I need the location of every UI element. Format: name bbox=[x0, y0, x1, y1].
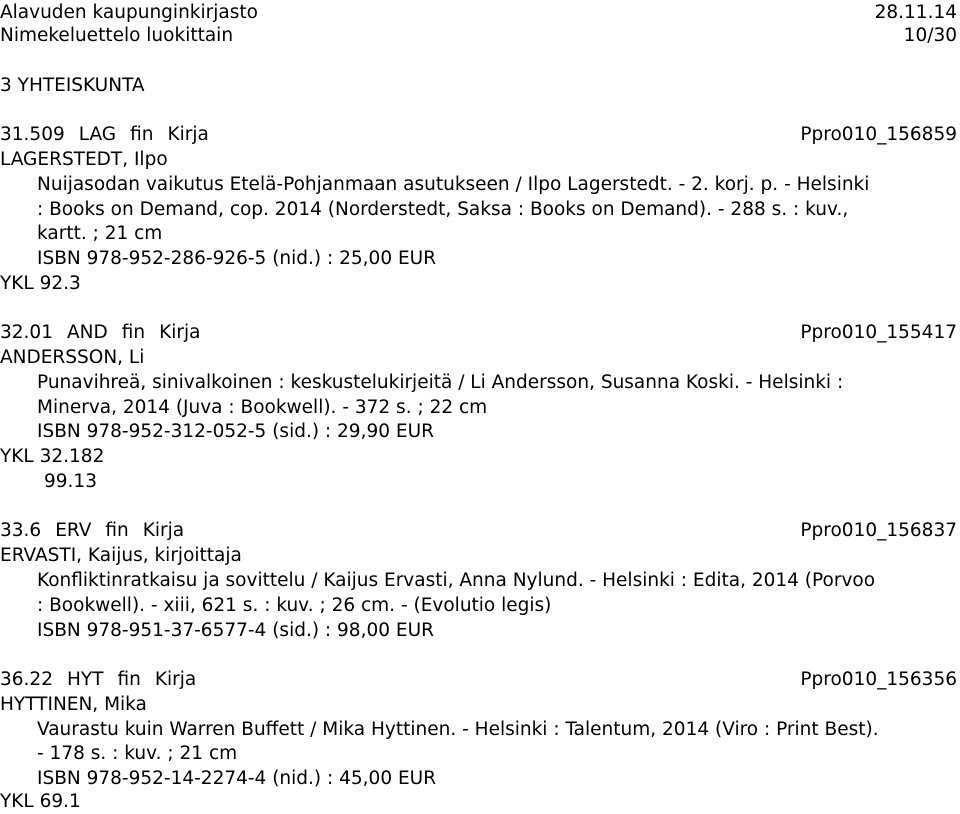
record-author: ERVASTI, Kaijus, kirjoittaja bbox=[0, 545, 242, 566]
record-type: Kirja bbox=[142, 520, 185, 541]
record-description-line: Konfliktinratkaisu ja sovittelu / Kaijus Ervasti, Anna Nylund. - Helsinki : Edita, 2014 (Porvoo bbox=[37, 570, 876, 591]
record-heading bbox=[0, 122, 960, 147]
record-isbn: ISBN 978-952-286-926-5 (nid.) : 25,00 EUR bbox=[37, 248, 437, 269]
record-type: Kirja bbox=[159, 322, 201, 343]
record-isbn: ISBN 978-952-14-2274-4 (nid.) : 45,00 EUR bbox=[37, 768, 437, 789]
record-ykl: YKL 69.1 bbox=[0, 791, 81, 812]
record-description-line: kartt. ; 21 cm bbox=[37, 223, 163, 244]
record-code: HYT bbox=[66, 669, 104, 690]
record-type: Kirja bbox=[154, 669, 197, 690]
page-number: 10/30 bbox=[903, 25, 957, 46]
record-heading bbox=[0, 518, 960, 543]
record-lang: fin bbox=[105, 520, 129, 541]
record-code: AND bbox=[66, 322, 108, 343]
record-class: 36.22 bbox=[0, 669, 53, 690]
record-heading bbox=[0, 667, 960, 692]
record-description-line: Vaurastu kuin Warren Buffett / Mika Hyttinen. - Helsinki : Talentum, 2014 (Viro : Print Best). bbox=[37, 719, 879, 740]
record-class: 32.01 bbox=[0, 322, 53, 343]
record-lang: fin bbox=[121, 322, 146, 343]
list-title: Nimekeluettelo luokittain bbox=[0, 25, 234, 46]
record-description-line: Nuijasodan vaikutus Etelä-Pohjanmaan asutukseen / Ilpo Lagerstedt. - 2. korj. p. - Helsinki bbox=[37, 174, 870, 195]
record-author: LAGERSTEDT, Ilpo bbox=[0, 149, 168, 170]
record-id: Ppro010_156356 bbox=[800, 669, 957, 690]
record-class: 33.6 bbox=[0, 520, 42, 541]
record-author: ANDERSSON, Li bbox=[0, 347, 145, 368]
record-id: Ppro010_156859 bbox=[800, 124, 957, 145]
record-description-line: - 178 s. : kuv. ; 21 cm bbox=[37, 743, 238, 764]
record-class: 31.509 bbox=[0, 124, 65, 145]
record-code: LAG bbox=[78, 124, 117, 145]
page-header-row-1 bbox=[0, 0, 960, 25]
record-code: ERV bbox=[55, 520, 92, 541]
record-ykl: YKL 92.3 bbox=[0, 273, 81, 294]
record-description-line: : Books on Demand, cop. 2014 (Norderstedt, Saksa : Books on Demand). - 288 s. : kuv., bbox=[37, 199, 849, 220]
record-description-line: Punavihreä, sinivalkoinen : keskustelukirjeitä / Li Andersson, Susanna Koski. - Helsinki : bbox=[37, 372, 844, 393]
record-type: Kirja bbox=[167, 124, 209, 145]
record-isbn: ISBN 978-951-37-6577-4 (sid.) : 98,00 EUR bbox=[37, 620, 434, 641]
record-description-line: Minerva, 2014 (Juva : Bookwell). - 372 s. ; 22 cm bbox=[37, 397, 488, 418]
record-author: HYTTINEN, Mika bbox=[0, 694, 147, 715]
library-name: Alavuden kaupunginkirjasto bbox=[0, 2, 258, 23]
record-id: Ppro010_155417 bbox=[800, 322, 957, 343]
record-isbn: ISBN 978-952-312-052-5 (sid.) : 29,90 EUR bbox=[37, 421, 434, 442]
record-lang: fin bbox=[117, 669, 141, 690]
record-heading bbox=[0, 320, 960, 345]
record-id: Ppro010_156837 bbox=[800, 520, 957, 541]
page-header-row-2 bbox=[0, 23, 960, 48]
record-description-line: : Bookwell). - xiii, 621 s. : kuv. ; 26 cm. - (Evolutio legis) bbox=[37, 595, 552, 616]
record-ykl: YKL 32.182 bbox=[0, 446, 105, 467]
print-date: 28.11.14 bbox=[874, 2, 957, 23]
record-lang: fin bbox=[130, 124, 154, 145]
record-ykl-secondary: 99.13 bbox=[44, 471, 97, 492]
section-title: 3 YHTEISKUNTA bbox=[0, 75, 145, 96]
